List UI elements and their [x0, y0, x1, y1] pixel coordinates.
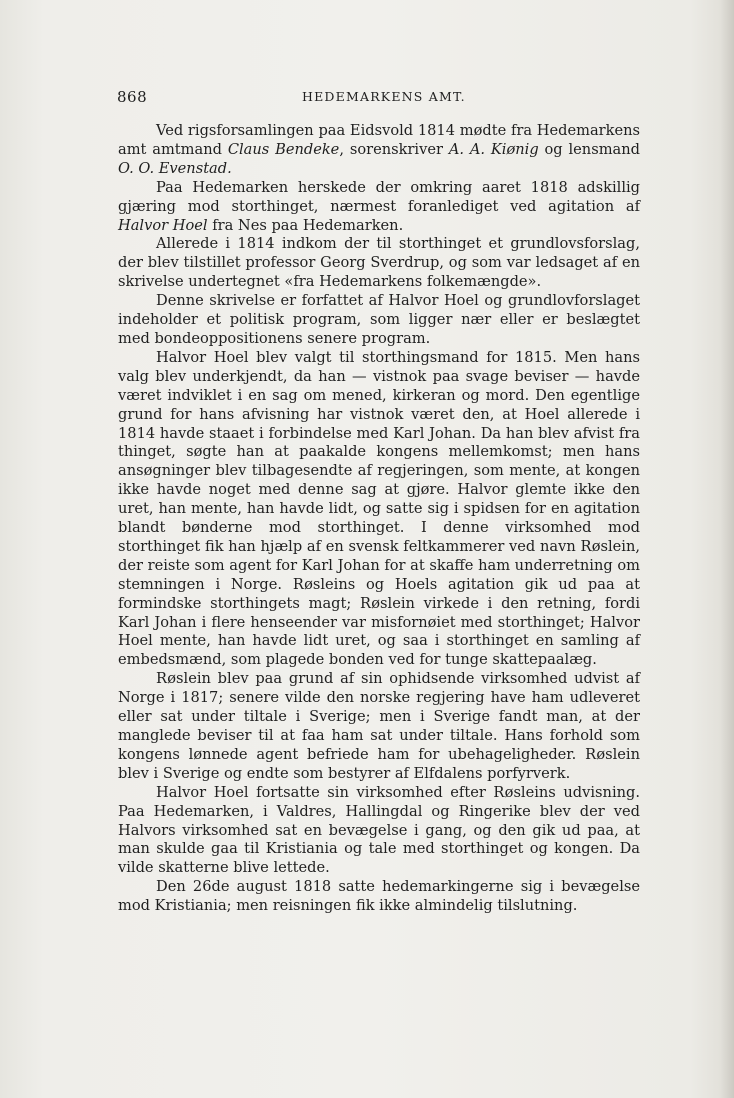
paragraph-text: , sorenskriver [339, 140, 449, 158]
italic-name: Halvor Hoel [118, 216, 208, 234]
paragraph-text: og lensmand [538, 140, 640, 158]
paragraph [118, 179, 640, 236]
paragraph-text: Røslein blev paa grund af sin ophidsende virksomhed udvist af Norge i 1817; senere vilde den norske regjering have ham udleveret eller sat under tiltale i Sverige; men i Sverige fandt man, at der manglede beviser til at faa ham sat under tiltale. Hans forhold som kongens lønnede agent befriede ham for ubehageligheder. Røslein blev i Sverige og endte som bestyrer af Elfdalens porfyrverk. [118, 670, 640, 782]
page-number: 868 [117, 88, 148, 106]
paragraph-text: Ved rigsforsamlingen paa Eidsvold 1814 mødte fra Hedemarkens amt amtmand [118, 122, 640, 158]
paragraph [118, 349, 640, 670]
paragraph [118, 878, 640, 916]
paragraph [118, 235, 640, 292]
paragraph [118, 292, 640, 349]
paragraph-text: fra Nes paa Hedemarken. [207, 216, 404, 234]
paragraph-text: Allerede i 1814 indkom der til storthinget et grundlovsforslag, der blev tilstillet professor Georg Sverdrup, og som var ledsaget af en skrivelse undertegnet «fra Hedemarkens folkemængde». [118, 235, 640, 291]
paragraph-text: Denne skrivelse er forfattet af Halvor Hoel og grundlovforslaget indeholder et politisk program, som ligger nær eller er beslægtet med bondeoppositionens senere program. [118, 292, 640, 347]
italic-name: A. A. Kiønig [448, 140, 539, 158]
italic-name: Claus Bendeke [227, 140, 340, 158]
paragraph [118, 122, 640, 179]
paragraph-text: Paa Hedemarken herskede der omkring aaret 1818 adskillig gjæring mod storthinget, nærmest foranlediget ved agitation af [118, 178, 640, 215]
paragraph [118, 670, 640, 783]
paragraph-text: Halvor Hoel fortsatte sin virksomhed efter Røsleins udvisning. Paa Hedemarken, i Valdres, Hallingdal og Ringerike blev der ved Halvors virksomhed sat en bevægelse i gang, og den gik ud paa, at man skulde gaa til Kristiania og tale med storthinget og kongen. Da vilde skatterne blive lettede. [118, 783, 640, 877]
italic-name: O. O. Evenstad. [118, 159, 232, 177]
paragraph-text: Halvor Hoel blev valgt til storthingsmand for 1815. Men hans valg blev underkjendt, da han — vistnok paa svage beviser — havde været indviklet i en sag om mened, kirkeran og mord. Den egentlige grund for hans afvisning har vistnok været den, at Hoel allerede i 1814 havde staaet i forbindelse med Karl Johan. Da han blev afvist fra thinget, søgte han at paakalde kongens mellemkomst; men hans ansøgninger blev tilbagesendte af regjeringen, som mente, at kongen ikke havde noget med denne sag at gjøre. Halvor glemte ikke den uret, han mente, han havde lidt, og satte sig i spidsen for en agitation blandt bønderne mod storthinget. I denne virksomhed mod storthinget fik han hjælp af en svensk feltkammerer ved navn Røslein, der reiste som agent for Karl Johan for at skaffe ham underretning om stemningen i Norge. Røsleins og Hoels agitation gik ud paa at formindske storthingets magt; Røslein virkede i den retning, fordi Karl Johan i flere henseender var misfornøiet med storthinget; Halvor Hoel mente, han havde lidt uret, og saa i storthinget en samling af embedsmænd, som plagede bonden ved for tunge skattepaalæg. [118, 348, 640, 669]
paragraph [118, 784, 640, 879]
running-title: HEDEMARKENS AMT. [302, 89, 466, 104]
body-text [118, 122, 640, 916]
page-header [117, 88, 647, 110]
page-edge-shadow [720, 0, 734, 1098]
paragraph-text: Den 26de august 1818 satte hedemarkingerne sig i bevægelse mod Kristiania; men reisningen fik ikke almindelig tilslutning. [118, 878, 640, 915]
